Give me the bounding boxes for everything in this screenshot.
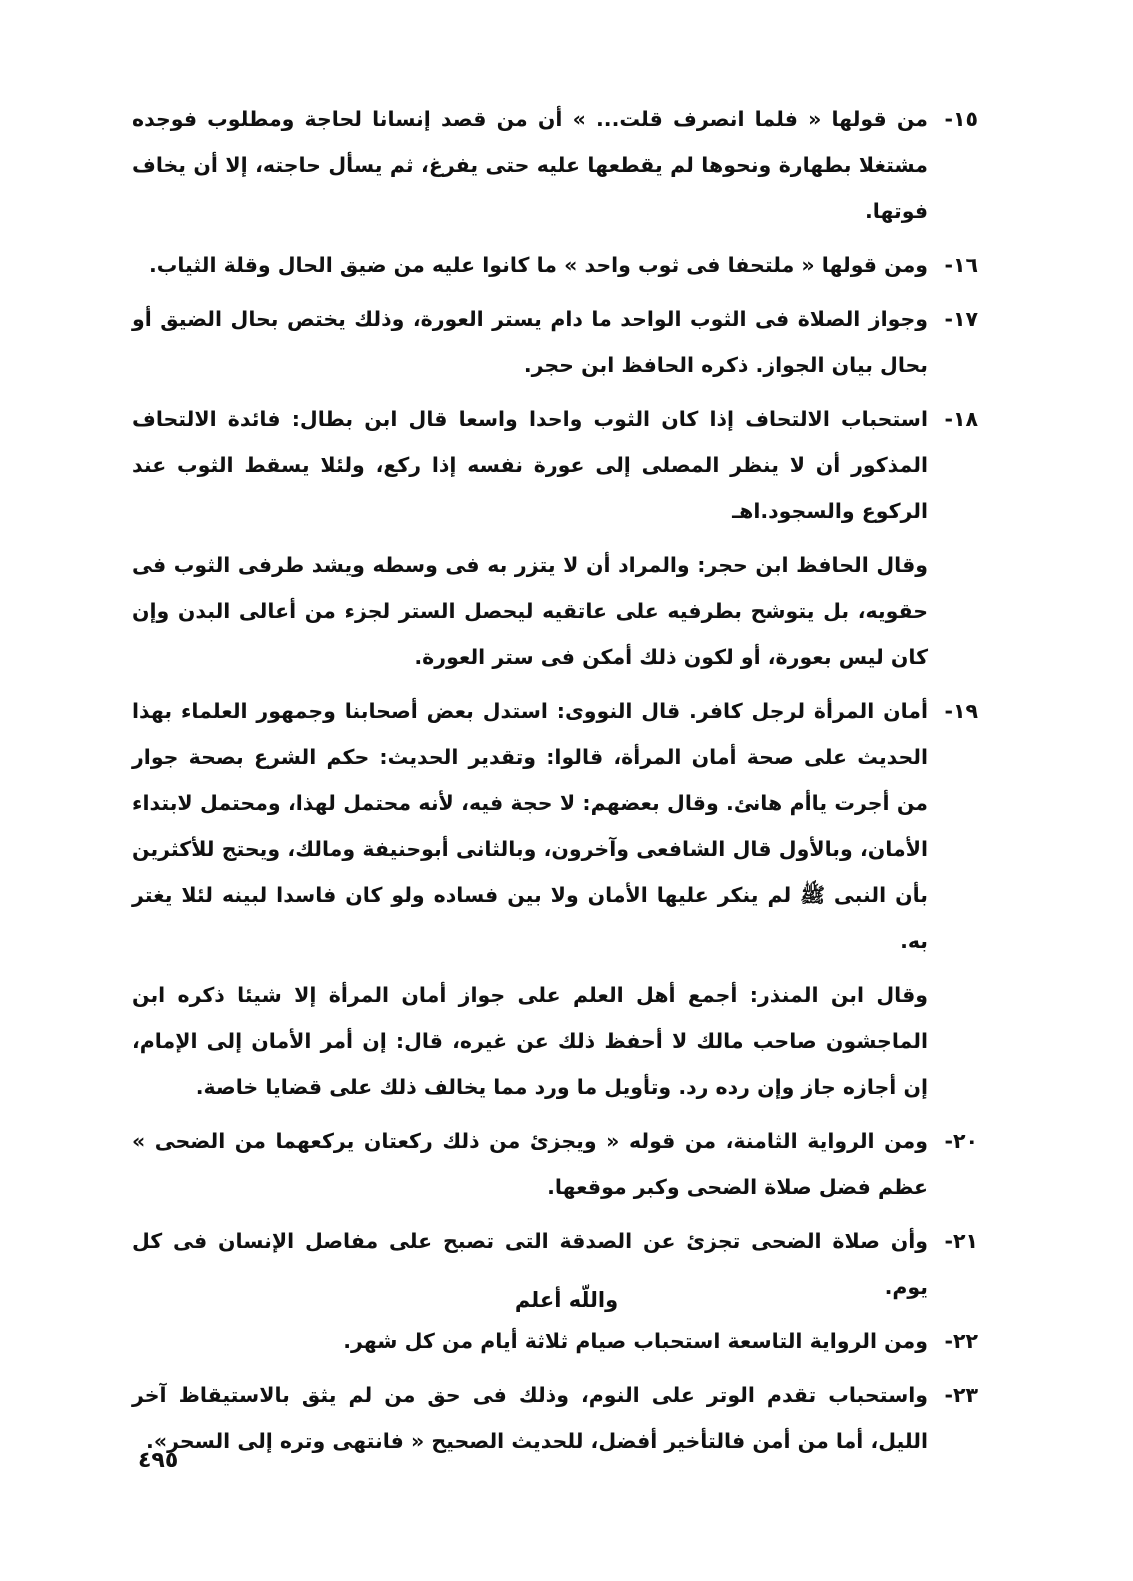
item-number: ٢٣-: [944, 1383, 978, 1407]
page-body: [132, 96, 978, 1472]
item-number: ٢١-: [944, 1229, 978, 1253]
item-number: ١٩-: [944, 699, 978, 723]
item-text: ومن الرواية التاسعة استحباب صيام ثلاثة أيام من كل شهر.: [343, 1329, 928, 1353]
numbered-item-18: [132, 396, 978, 534]
closing-phrase: واللّه أعلم: [514, 1288, 619, 1312]
numbered-item-16: [132, 242, 978, 288]
numbered-item-22: [132, 1318, 978, 1364]
item-number: ١٨-: [944, 407, 978, 431]
numbered-item-19: [132, 688, 978, 964]
item-text: ومن الرواية الثامنة، من قوله « ويجزئ من ذلك ركعتان يركعهما من الضحى » عظم فضل صلاة الضحى وكبر موقعها.: [132, 1129, 928, 1199]
numbered-item-15: [132, 96, 978, 234]
item-text: ومن قولها « ملتحفا فى ثوب واحد » ما كانوا عليه من ضيق الحال وقلة الثياب.: [148, 253, 928, 277]
numbered-item-20: [132, 1118, 978, 1210]
item-number: ١٧-: [944, 307, 978, 331]
page-number: ٤٩٥: [138, 1448, 179, 1473]
paragraph-ibn-al-mundhir: وقال ابن المنذر: أجمع أهل العلم على جواز أمان المرأة إلا شيئا ذكره ابن الماجشون صاحب مالك لا أحفظ ذلك عن غيره، قال: إن أمر الأمان إلى الإمام، إن أجازه جاز وإن رده رد. وتأويل ما ورد مما يخالف ذلك على قضايا خاصة.: [132, 983, 928, 1099]
item-text: من قولها « فلما انصرف قلت... » أن من قصد إنسانا لحاجة ومطلوب فوجده مشتغلا بطهارة ونحوها لم يقطعها عليه حتى يفرغ، ثم يسأل حاجته، إلا أن يخاف فوتها.: [132, 107, 928, 223]
item-number: ١٥-: [944, 107, 978, 131]
numbered-item-23: [132, 1372, 978, 1464]
item-text: وأن صلاة الضحى تجزئ عن الصدقة التى تصبح على مفاصل الإنسان فى كل يوم.: [132, 1229, 928, 1299]
item-number: ٢٢-: [944, 1329, 978, 1353]
item-text: استحباب الالتحاف إذا كان الثوب واحدا واسعا قال ابن بطال: فائدة الالتحاف المذكور أن لا ينظر المصلى إلى عورة نفسه إذا ركع، ولئلا يسقط الثوب عند الركوع والسجود.اهـ: [132, 407, 928, 523]
item-text: وجواز الصلاة فى الثوب الواحد ما دام يستر العورة، وذلك يختص بحال الضيق أو بحال بيان الجواز. ذكره الحافظ ابن حجر.: [132, 307, 928, 377]
paragraph-ibn-hajar: وقال الحافظ ابن حجر: والمراد أن لا يتزر به فى وسطه ويشد طرفى الثوب فى حقويه، بل يتوشح بطرفيه على عاتقيه ليحصل الستر لجزء من أعالى البدن وإن كان ليس بعورة، أو لكون ذلك أمكن فى ستر العورة.: [132, 553, 928, 669]
item-number: ٢٠-: [944, 1129, 978, 1153]
item-text: واستحباب تقدم الوتر على النوم، وذلك فى حق من لم يثق بالاستيقاظ آخر الليل، أما من أمن فالتأخير أفضل، للحديث الصحيح « فانتهى وتره إلى السحر».: [132, 1383, 928, 1453]
numbered-item-17: [132, 296, 978, 388]
item-number: ١٦-: [944, 253, 978, 277]
item-text: أمان المرأة لرجل كافر. قال النووى: استدل بعض أصحابنا وجمهور العلماء بهذا الحديث على صحة أمان المرأة، قالوا: وتقدير الحديث: حكم الشرع بصحة جوار من أجرت ياأم هانئ. وقال بعضهم: لا حجة فيه، لأنه محتمل لهذا، ومحتمل لابتداء الأمان، وبالأول قال الشافعى وآخرون، وبالثانى أبوحنيفة ومالك، ويحتج للأكثرين بأن النبى ﷺ لم ينكر عليها الأمان ولا بين فساده ولو كان فاسدا لبينه لئلا يغتر به.: [132, 699, 928, 953]
